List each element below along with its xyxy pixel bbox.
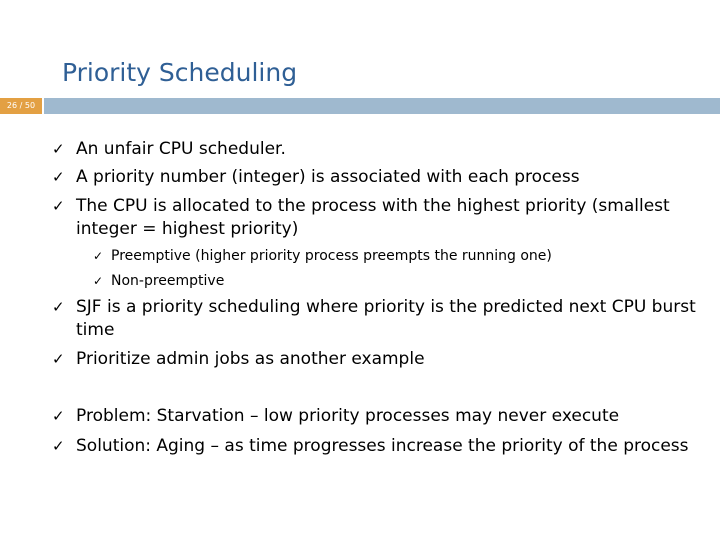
bullet-text: The CPU is allocated to the process with the highest priority (smallest integer = highest priority) xyxy=(76,196,670,239)
bullet-item xyxy=(52,138,696,161)
bullet-text: SJF is a priority scheduling where priority is the predicted next CPU burst time xyxy=(76,297,696,340)
sub-bullet-text: Non-preemptive xyxy=(111,273,225,289)
sub-bullet-text: Preemptive (higher priority process preempts the running one) xyxy=(111,248,552,264)
bullet-text: Solution: Aging – as time progresses increase the priority of the process xyxy=(76,436,689,456)
bullet-item xyxy=(52,435,696,458)
checkmark-icon: ✓ xyxy=(52,407,65,425)
bullet-text: Prioritize admin jobs as another example xyxy=(76,349,425,369)
checkmark-icon: ✓ xyxy=(52,140,65,158)
bullet-item xyxy=(52,348,696,371)
sub-bullet-item xyxy=(93,270,671,292)
slide-title: Priority Scheduling xyxy=(62,58,298,87)
checkmark-icon: ✓ xyxy=(52,350,65,368)
bullet-item xyxy=(52,296,696,342)
checkmark-icon: ✓ xyxy=(52,437,65,455)
page-number-badge: 26 / 50 xyxy=(0,98,42,114)
sub-bullet-item xyxy=(93,245,671,267)
checkmark-icon: ✓ xyxy=(93,249,104,263)
checkmark-icon: ✓ xyxy=(52,197,65,215)
bullet-item xyxy=(52,405,696,428)
bullet-item xyxy=(52,166,696,189)
checkmark-icon: ✓ xyxy=(93,274,104,288)
checkmark-icon: ✓ xyxy=(52,168,65,186)
bullet-text: An unfair CPU scheduler. xyxy=(76,139,286,159)
checkmark-icon: ✓ xyxy=(52,298,65,316)
bullet-text: A priority number (integer) is associated with each process xyxy=(76,167,580,187)
bullet-text: Problem: Starvation – low priority processes may never execute xyxy=(76,406,620,426)
bullet-item xyxy=(52,195,696,241)
